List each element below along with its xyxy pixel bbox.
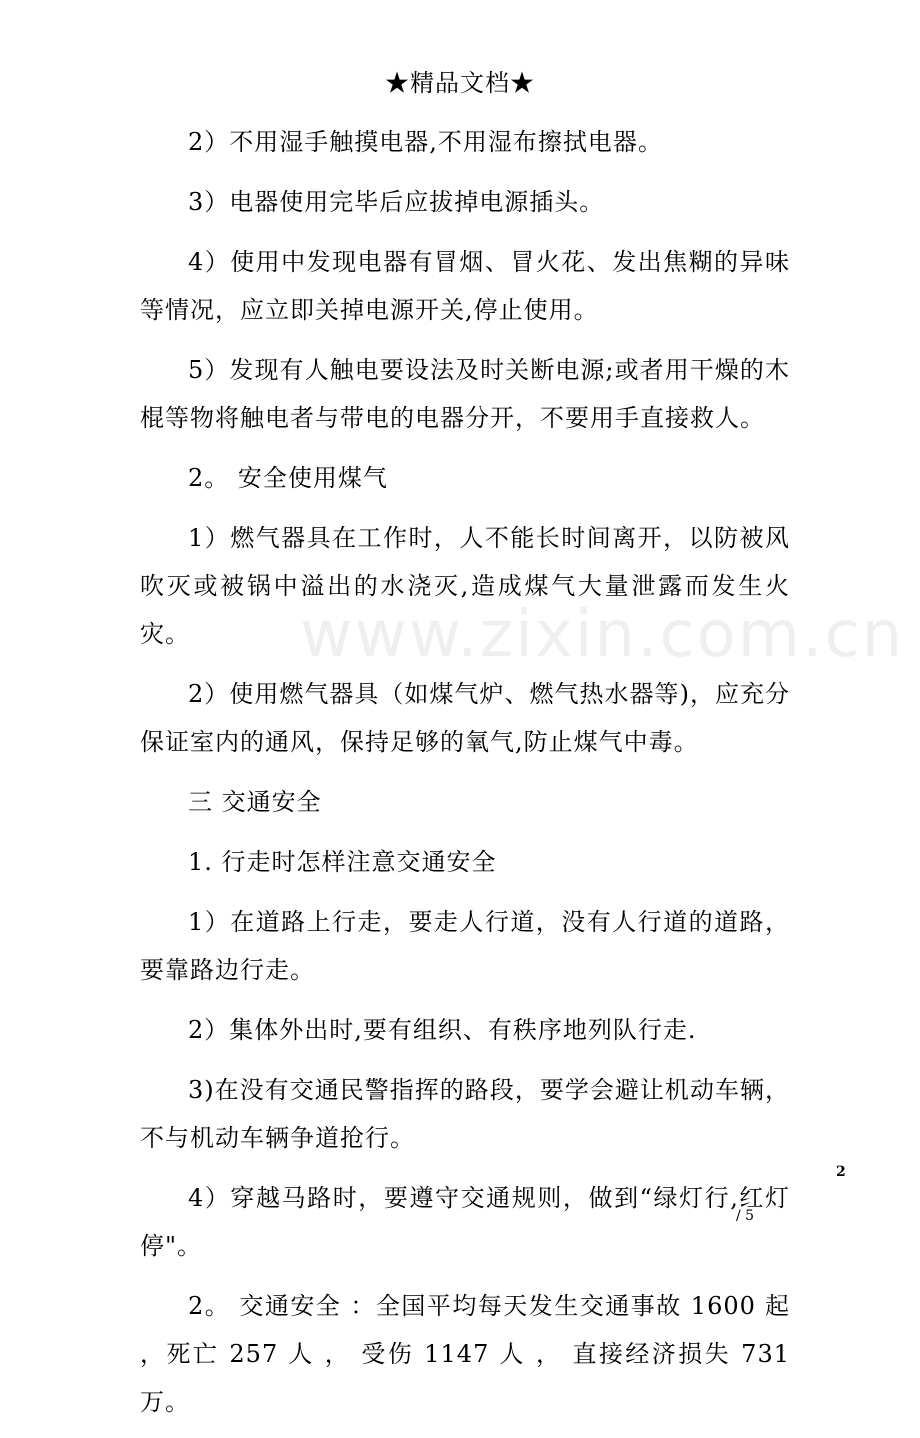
document-header-title: ★精品文档★ xyxy=(385,69,535,97)
paragraph: 3)在没有交通民警指挥的路段，要学会避让机动车辆，不与机动车辆争道抢行。 xyxy=(140,1076,790,1152)
paragraph: 1）在道路上行走，要走人行道，没有人行道的道路，要靠路边行走。 xyxy=(140,908,790,984)
paragraph: 1）燃气器具在工作时，人不能长时间离开，以防被风吹灭或被锅中溢出的水浇灭,造成煤气大量泄露而发生火灾。 xyxy=(140,524,790,648)
paragraph: 4）穿越马路时，要遵守交通规则，做到“绿灯行,红灯停"。 xyxy=(140,1184,790,1260)
section-heading: 三 交通安全 xyxy=(188,788,322,816)
paragraph: 5）发现有人触电要设法及时关断电源;或者用干燥的木棍等物将触电者与带电的电器分开，不要用手直接救人。 xyxy=(140,356,790,432)
paragraph: 2）集体外出时,要有组织、有秩序地列队行走. xyxy=(188,1016,697,1044)
paragraph: 2。 交通安全 ：全国平均每天发生交通事故 1600 起 ，死亡 257 人 ， 受伤 1147 人 ， 直接经济损失 731 万。 xyxy=(140,1292,790,1416)
document-body xyxy=(140,118,790,1438)
paragraph: 2）使用燃气器具（如煤气炉、燃气热水器等)，应充分保证室内的通风，保持足够的氧气,防止煤气中毒。 xyxy=(140,680,790,756)
paragraph: 4）使用中发现电器有冒烟、冒火花、发出焦糊的异味等情况，应立即关掉电源开关,停止使用。 xyxy=(140,248,790,324)
page-total: / 5 xyxy=(736,1208,755,1224)
watermark: www.zixin.com.cn xyxy=(300,598,905,672)
page-number: 2 xyxy=(836,1164,846,1180)
section-heading: 2。 安全使用煤气 xyxy=(188,464,388,492)
paragraph: 2）不用湿手触摸电器,不用湿布擦拭电器。 xyxy=(188,128,663,156)
section-heading: 1. 行走时怎样注意交通安全 xyxy=(188,848,497,876)
paragraph: 3）电器使用完毕后应拔掉电源插头。 xyxy=(188,188,605,216)
